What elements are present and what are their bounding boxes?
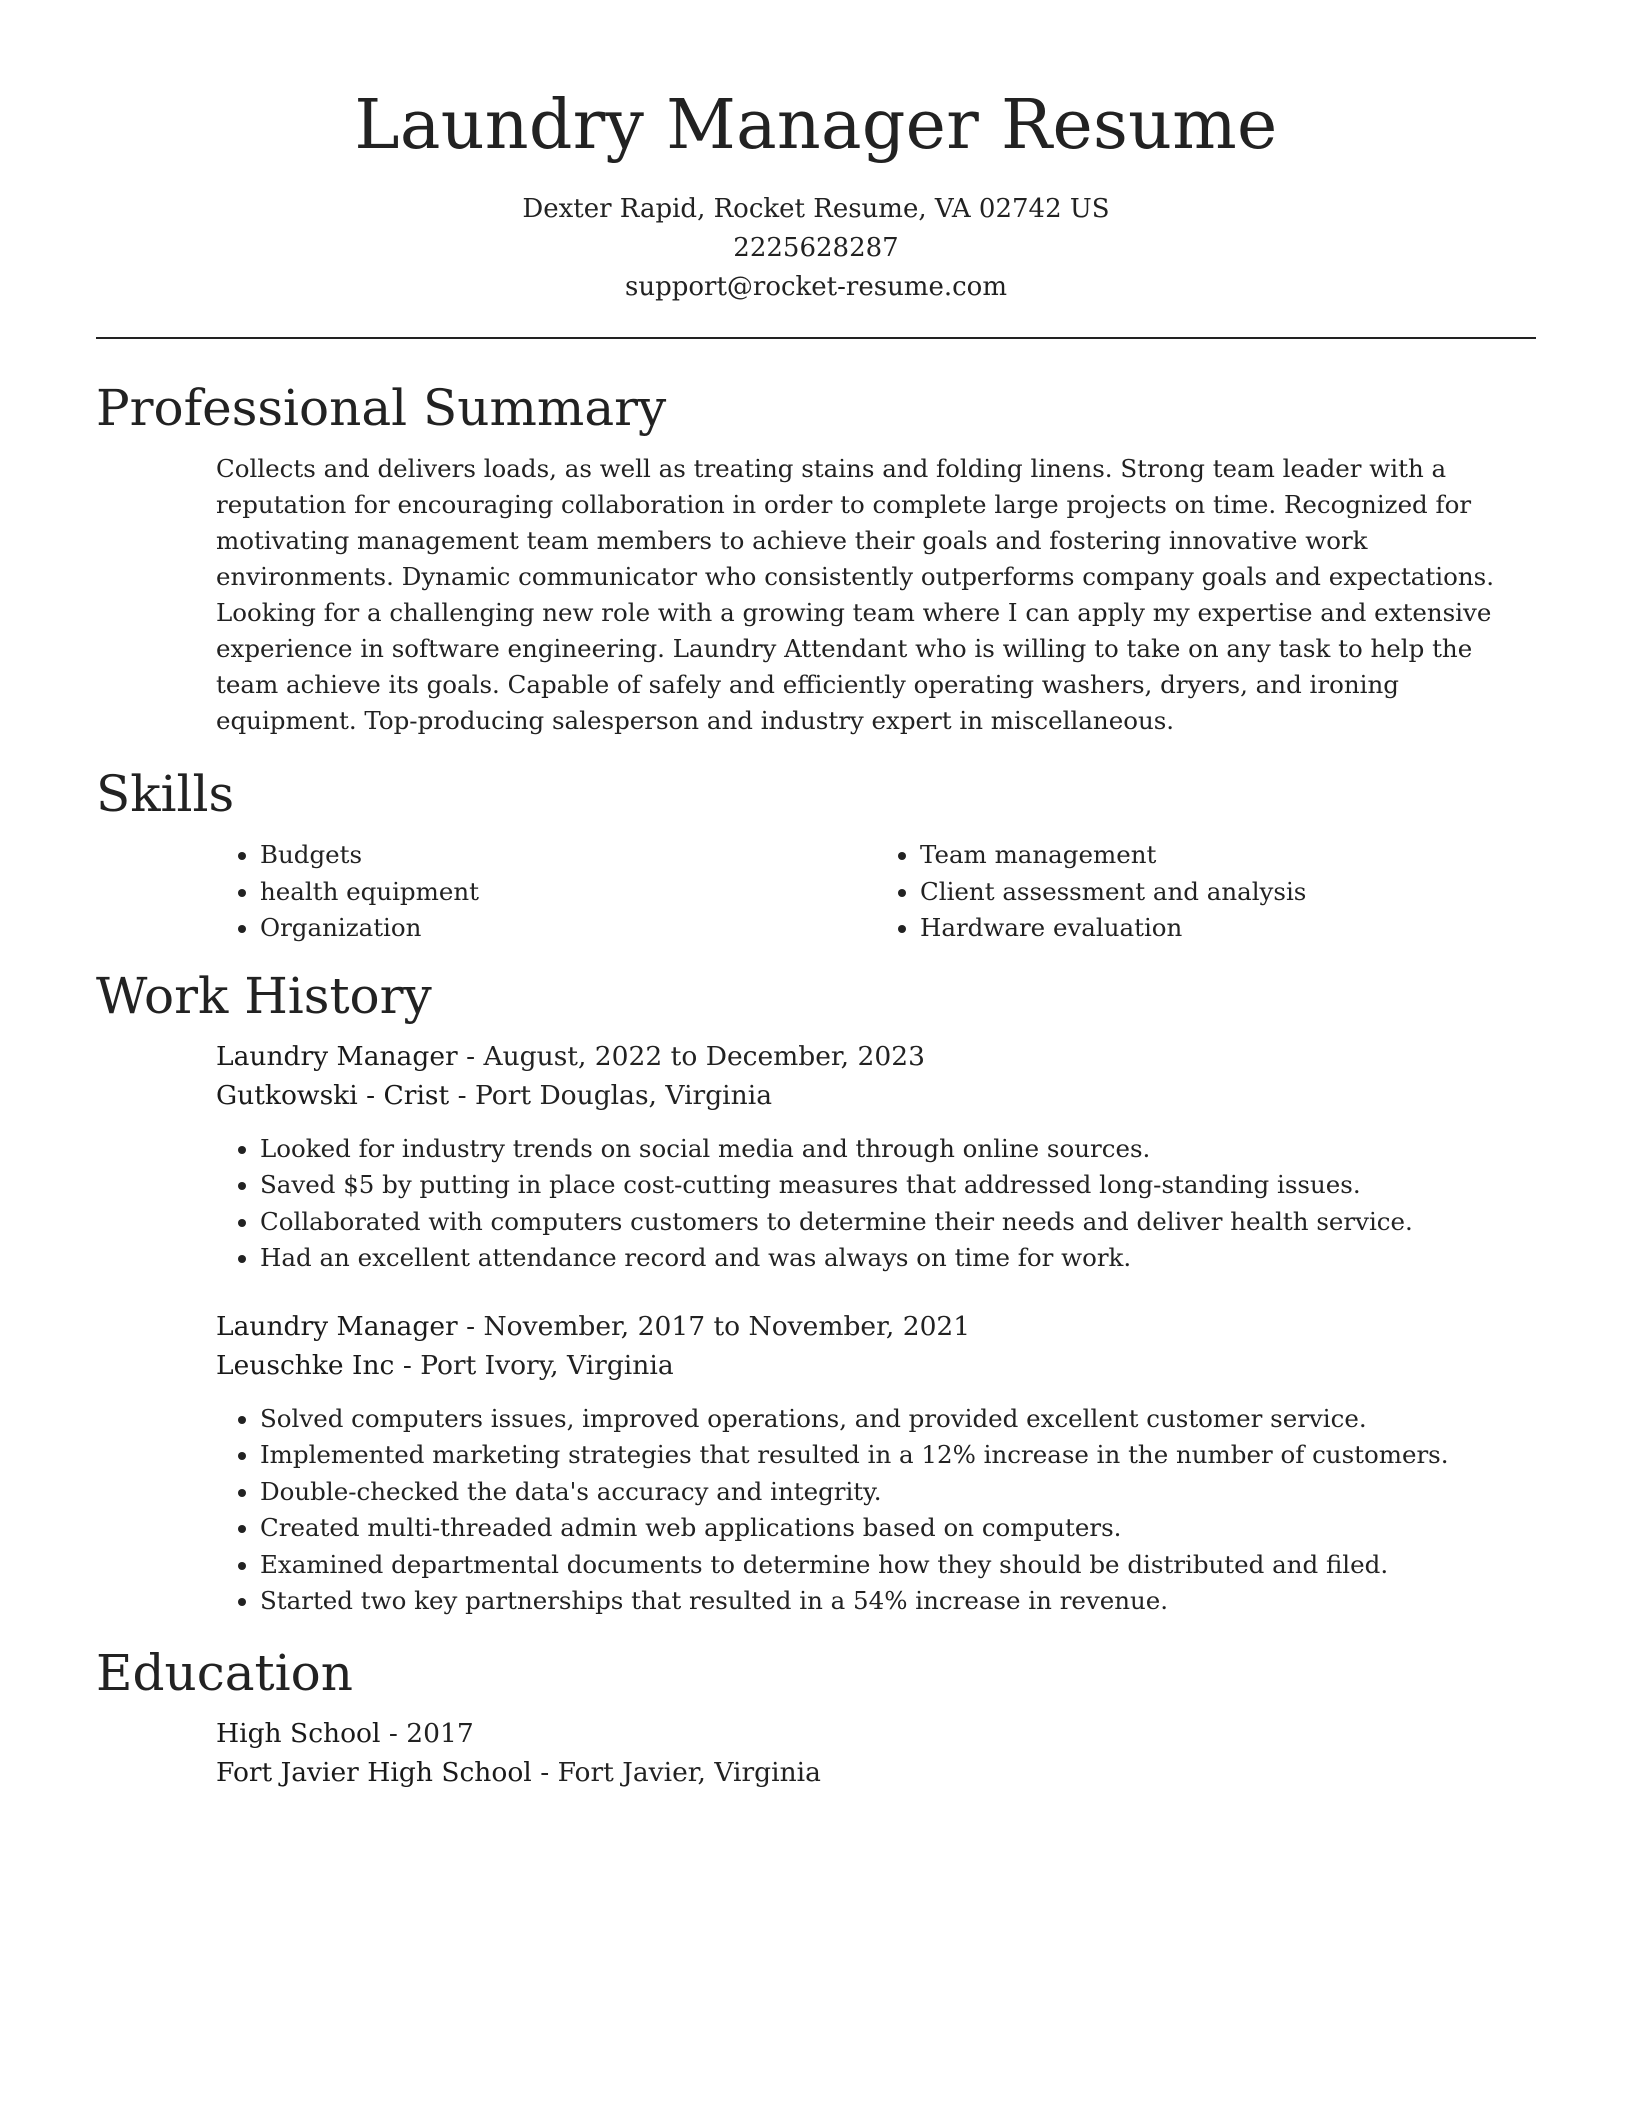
degree: High School [216, 1717, 381, 1749]
school-location: - Fort Javier, Virginia [531, 1756, 821, 1788]
skill-item: • Hardware evaluation [920, 910, 1536, 947]
skill-item: • Team management [920, 837, 1536, 874]
school-line [216, 1753, 1536, 1792]
job-entry [216, 1307, 1536, 1620]
job-duties-list [96, 1401, 1536, 1620]
job-entry [216, 1037, 1536, 1277]
graduation-year: - 2017 [380, 1717, 474, 1749]
job-dates: - August, 2022 to December, 2023 [457, 1040, 925, 1072]
job-duty-item: • Collaborated with computers customers to determine their needs and deliver health service. [260, 1204, 1536, 1241]
degree-line [216, 1714, 1536, 1753]
skills-heading: Skills [96, 765, 235, 823]
resume-title: Laundry Manager Resume [354, 86, 1278, 165]
skill-item: • Organization [260, 910, 876, 947]
skill-item: • Client assessment and analysis [920, 874, 1536, 911]
job-duty-item: • Started two key partnerships that resulted in a 54% increase in revenue. [260, 1583, 1536, 1620]
job-duties-list [96, 1131, 1536, 1277]
job-duty-item: • Created multi-threaded admin web applications based on computers. [260, 1510, 1536, 1547]
skills-list-right [876, 837, 1536, 947]
contact-address: Dexter Rapid, Rocket Resume, VA 02742 US [522, 194, 1110, 224]
school-name: Fort Javier High School [216, 1756, 532, 1788]
skills-grid [216, 837, 1536, 947]
job-company-line [216, 1346, 1536, 1385]
contact-email: support@rocket-resume.com [624, 272, 1007, 302]
header-divider [96, 337, 1536, 339]
skill-item: • health equipment [260, 874, 876, 911]
job-duty-item: • Double-checked the data's accuracy and integrity. [260, 1474, 1536, 1511]
job-dates: - November, 2017 to November, 2021 [457, 1310, 971, 1342]
contact-info [96, 190, 1536, 307]
contact-phone: 2225628287 [733, 233, 899, 263]
job-duty-item: • Saved $5 by putting in place cost-cutting measures that addressed long-standing issues. [260, 1167, 1536, 1204]
job-company: Leuschke Inc [216, 1349, 395, 1381]
job-location: - Port Douglas, Virginia [449, 1079, 772, 1111]
job-title-line [216, 1037, 1536, 1076]
job-company-line [216, 1076, 1536, 1115]
job-title-line [216, 1307, 1536, 1346]
skill-item: • Budgets [260, 837, 876, 874]
resume-header [96, 0, 1536, 307]
work-history-section [96, 965, 1536, 1620]
job-duty-item: • Looked for industry trends on social media and through online sources. [260, 1131, 1536, 1168]
job-duty-item: • Had an excellent attendance record and was always on time for work. [260, 1240, 1536, 1277]
job-duty-item: • Examined departmental documents to determine how they should be distributed and filed. [260, 1547, 1536, 1584]
job-duty-item: • Implemented marketing strategies that resulted in a 12% increase in the number of customers. [260, 1437, 1536, 1474]
professional-summary-section [96, 377, 1536, 739]
job-duty-item: • Solved computers issues, improved operations, and provided excellent customer service. [260, 1401, 1536, 1438]
summary-text: Collects and delivers loads, as well as treating stains and folding linens. Strong team leader with a reputation for encouraging collaboration in order to complete large projects on time. Recognized for motivating management team members to achieve their goals and fostering innovative work environments. Dynamic communicator who consistently outperforms company goals and expectations. Looking for a challenging new role with a growing team where I can apply my expertise and extensive experience in software engineering. Laundry Attendant who is willing to take on any task to help the team achieve its goals. Capable of safely and efficiently operating washers, dryers, and ironing equipment. Top-producing salesperson and industry expert in miscellaneous. [216, 454, 1494, 735]
education-entry [216, 1714, 1536, 1792]
education-heading: Education [96, 1643, 353, 1702]
job-title: Laundry Manager [216, 1310, 458, 1342]
skills-section [96, 763, 1536, 947]
summary-heading: Professional Summary [96, 379, 667, 437]
job-title: Laundry Manager [216, 1040, 458, 1072]
work-history-heading: Work History [96, 966, 432, 1025]
education-section [96, 1642, 1536, 1792]
job-location: - Port Ivory, Virginia [394, 1349, 674, 1381]
job-company: Gutkowski - Crist [216, 1079, 450, 1111]
skills-list-left [216, 837, 876, 947]
